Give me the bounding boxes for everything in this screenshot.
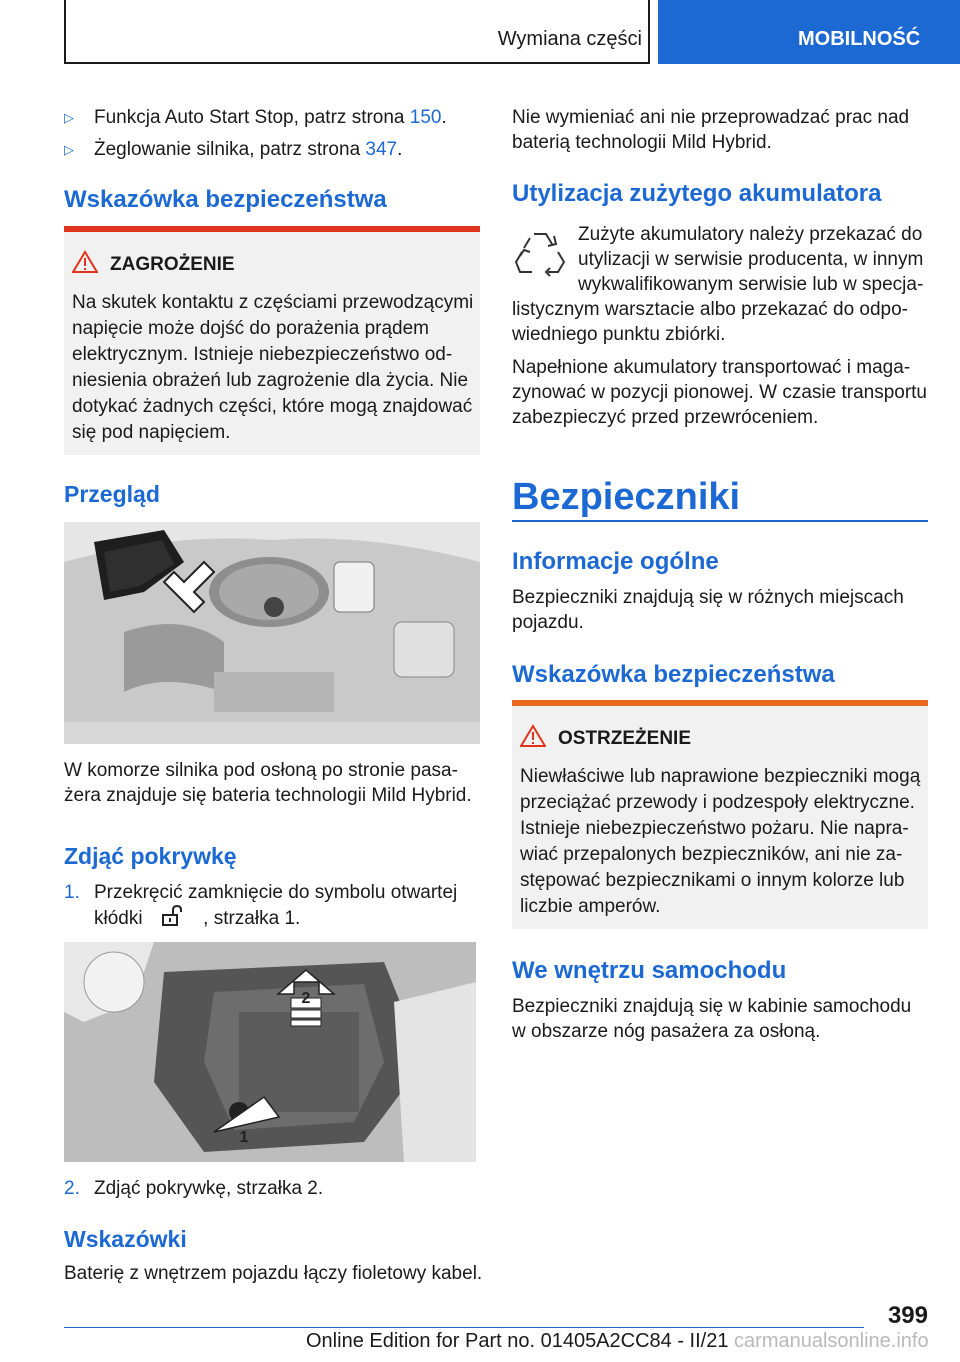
danger-line: się pod napięciem. — [72, 422, 231, 443]
danger-line: dotykać żadnych części, które mogą znajdować — [72, 396, 473, 417]
danger-line: Na skutek kontaktu z częściami przewodzącymi — [72, 292, 474, 313]
general-info-text — [512, 585, 904, 635]
intro-line: baterią technologii Mild Hybrid. — [512, 132, 772, 153]
step-number: 2. — [64, 1178, 80, 1199]
disposal-line: wykwalifikowanym serwisie lub w specja- — [578, 274, 924, 295]
safety-heading-left: Wskazówka bezpieczeństwa — [64, 186, 387, 213]
disposal-text-short — [578, 222, 923, 297]
notes-heading: Wskazówki — [64, 1226, 187, 1252]
bullet-triangle-icon: ▷ — [64, 110, 74, 125]
edition-text: Online Edition for Part no. 01405A2CC84 - II/21 — [306, 1330, 729, 1352]
header-chapter-tab[interactable] — [658, 0, 960, 64]
footer-rule — [64, 1327, 864, 1328]
disposal-line: utylizacji w serwisie producenta, w innym — [578, 249, 924, 270]
danger-title: ZAGROŻENIE — [110, 254, 235, 275]
step-2 — [64, 1176, 480, 1201]
warning-line: Niewłaściwe lub naprawione bezpieczniki mogą — [520, 766, 921, 787]
page-link-150[interactable]: 150 — [409, 107, 442, 128]
danger-line: niesienia obrażeń lub zagrożenie dla życia. Nie — [72, 370, 469, 391]
danger-box — [64, 226, 480, 455]
overview-line: W komorze silnika pod osłoną po stronie pasa- — [64, 760, 458, 781]
remove-cover-heading: Zdjąć pokrywkę — [64, 843, 237, 869]
transport-line: Napełnione akumulatory transportować i maga- — [512, 357, 911, 378]
page-number: 399 — [887, 1302, 928, 1329]
disposal-line: listycznym warsztacie albo przekazać do odpo- — [512, 299, 909, 320]
fuses-chapter-title: Bezpieczniki — [512, 476, 741, 518]
warning-line: Istnieje niebezpieczeństwo pożaru. Nie napra- — [520, 818, 909, 839]
bullet-suffix: . — [397, 139, 403, 160]
bullet-triangle-icon: ▷ — [64, 142, 74, 157]
warning-box — [512, 700, 928, 929]
open-padlock-icon — [160, 905, 190, 927]
general-line: Bezpieczniki znajdują się w różnych miejscach — [512, 587, 904, 608]
danger-line: elektrycznym. Istnieje niebezpieczeństwo od- — [72, 344, 453, 365]
step-1-line1: Przekręcić zamknięcie do symbolu otwartej — [94, 882, 458, 903]
footer-edition — [306, 1330, 929, 1353]
interior-line: w obszarze nóg pasażera za osłoną. — [512, 1021, 821, 1042]
safety-heading-right: Wskazówka bezpieczeństwa — [512, 661, 835, 688]
intro-line: Nie wymieniać ani nie przeprowadzać prac nad — [512, 107, 910, 128]
mild-hybrid-intro — [512, 105, 909, 155]
step-number: 1. — [64, 882, 80, 903]
recycling-icon — [512, 228, 568, 280]
disposal-text-full — [512, 297, 908, 347]
warning-line: stępować bezpiecznikami o innym kolorze lub — [520, 870, 905, 891]
page-link-347[interactable]: 347 — [365, 139, 398, 160]
overview-heading: Przegląd — [64, 481, 160, 507]
disposal-line: wiedniego punktu zbiórki. — [512, 324, 726, 345]
chapter-rule — [512, 520, 928, 522]
arrow-1-label: 1 — [239, 1129, 249, 1146]
warning-triangle-icon — [72, 250, 98, 274]
notes-text: Baterię z wnętrzem pojazdu łączy fioletowy kabel. — [64, 1263, 483, 1284]
engine-bay-photo — [64, 522, 480, 744]
danger-line: napięcie może dojść do porażenia prądem — [72, 318, 429, 339]
battery-cover-photo — [64, 942, 476, 1162]
interior-heading: We wnętrzu samochodu — [512, 957, 787, 984]
general-line: pojazdu. — [512, 612, 584, 633]
battery-cover-illustration — [64, 942, 476, 1162]
disposal-line: Zużyte akumulatory należy przekazać do — [578, 224, 923, 245]
overview-line: żera znajduje się bateria technologii Mild Hybrid. — [64, 785, 472, 806]
warning-line: wiać przepalonych bezpieczników, ani nie za- — [520, 844, 903, 865]
general-info-heading: Informacje ogólne — [512, 548, 719, 575]
overview-text — [64, 758, 472, 808]
interior-line: Bezpieczniki znajdują się w kabinie samochodu — [512, 996, 912, 1017]
step-1-text-b: , strzałka 1. — [203, 908, 301, 929]
warning-line: przeciążać przewody i podzespoły elektryczne. — [520, 792, 915, 813]
transport-line: zabezpieczyć przed przewróceniem. — [512, 407, 819, 428]
engine-bay-illustration — [64, 522, 480, 744]
bullet-suffix: . — [441, 107, 447, 128]
header-section-title: Wymiana części — [497, 28, 642, 50]
disposal-heading: Utylizacja zużytego akumulatora — [512, 180, 882, 207]
arrow-2-label: 2 — [301, 990, 311, 1007]
warning-line: liczbie amperów. — [520, 896, 661, 917]
warning-triangle-icon — [520, 724, 546, 748]
bullet-text: Funkcja Auto Start Stop, patrz strona — [94, 107, 410, 128]
step-1 — [64, 880, 480, 934]
warning-title: OSTRZEŻENIE — [558, 728, 692, 749]
watermark-text: carmanualsonline.info — [734, 1330, 929, 1352]
transport-line: zynować w pozycji pionowej. W czasie transportu — [512, 382, 928, 403]
bullet-text: Żeglowanie silnika, patrz strona — [94, 139, 366, 160]
step-1-text-a: kłódki — [94, 908, 143, 929]
header-chapter-label: MOBILNOŚĆ — [798, 28, 921, 50]
step-1-line2 — [94, 905, 300, 931]
step-2-line1: Zdjąć pokrywkę, strzałka 2. — [94, 1178, 324, 1199]
transport-text — [512, 355, 927, 430]
interior-text — [512, 994, 911, 1044]
